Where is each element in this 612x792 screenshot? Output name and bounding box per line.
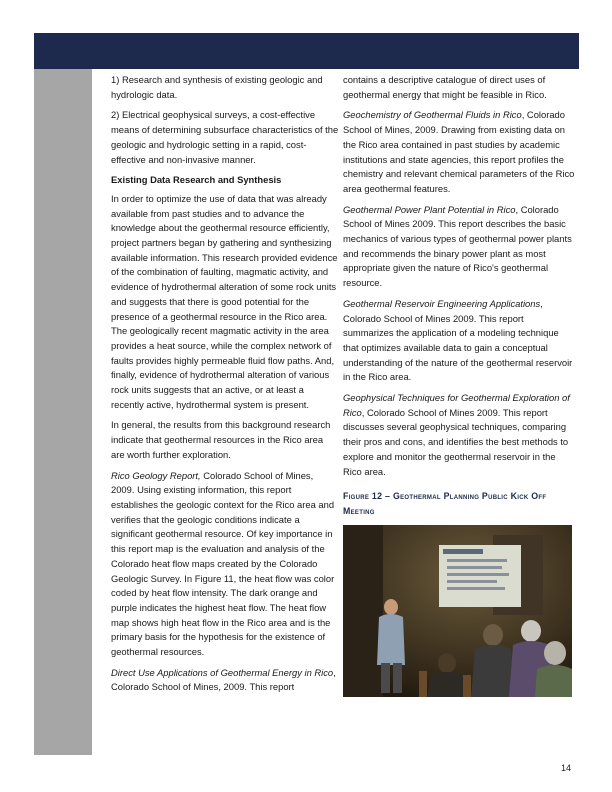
left-column [111, 73, 339, 701]
reference-title: Geochemistry of Geothermal Fluids in Rico [343, 109, 522, 121]
reference-body: , Colorado School of Mines 2009. This report describes the basic mechanics of various types of geothermal power plants and recommends the binary power plant as most appropriate given the nature of Rico's geothermal resource. [343, 203, 572, 289]
paragraph-research: 1) Research and synthesis of existing geologic and hydrologic data. [111, 74, 323, 100]
reference-title: Geothermal Reservoir Engineering Applications [343, 297, 541, 309]
audience-member [544, 641, 566, 665]
meeting-photo [343, 525, 572, 697]
reference-title: Rico Geology Report, [111, 469, 201, 481]
reference-body: , Colorado School of Mines, 2009. This report [111, 666, 336, 693]
reference-title: Geothermal Power Plant Potential in Rico [343, 203, 516, 215]
paragraph-geophysical: 2) Electrical geophysical surveys, a cost-effective means of determining subsurface characteristics of the geologic and hydrologic setting in a rapid, cost-effective and non-invasive manner. [111, 109, 339, 165]
reference-title: Direct Use Applications of Geothermal Energy in Rico [111, 666, 334, 678]
presenter [384, 599, 398, 615]
paragraph-continued: contains a descriptive catalogue of direct uses of geothermal energy that might be feasible in Rico. [343, 74, 547, 100]
audience-member [521, 620, 541, 642]
meeting-photo-graphic [343, 525, 572, 697]
audience-member [483, 624, 503, 646]
reference-geology-report [111, 469, 339, 660]
paragraph-results: In general, the results from this background research indicate that geothermal resources in the Rico area are worth further exploration. [111, 419, 331, 460]
page-number: 14 [561, 763, 572, 773]
reference-body: , Colorado School of Mines, 2009. Drawing from existing data on the Rico area contained in past studies by academic institutions and state agencies, this report profiles the chemistry and relevant chemical parameters of the Rico area geothermal features. [343, 109, 575, 194]
side-bar [34, 69, 92, 755]
reference-body: Colorado School of Mines, 2009. Using existing information, this report establishes the geologic context for the Rico area and verifies that the geologic conditions indicate a significant geothermal resource. Of key importance in this report map is the evaluation and analysis of the Colorado heat flow maps created by the Colorado Geologic Survey. In Figure 11, the heat flow was color coded by heat flow intensity. The dark orange and purple indicates the highest heat flow. The heat flow map shows high heat flow in the Rico area and is the primary basis for the hypothesis for the existence of geothermal resources. [111, 469, 335, 658]
right-column [343, 73, 575, 697]
section-heading: Existing Data Research and Synthesis [111, 174, 282, 186]
figure-caption: Figure 12 – Geothermal Planning Public Kick Off Meeting [343, 491, 547, 517]
reference-reservoir [343, 297, 575, 385]
reference-title: Geophysical Techniques for Geothermal Exploration of Rico [343, 392, 570, 418]
reference-direct-use [111, 666, 339, 695]
reference-geochemistry [343, 108, 575, 196]
reference-geophysical [343, 391, 575, 479]
reference-power-plant [343, 203, 575, 291]
header-bar [34, 33, 579, 69]
paragraph-optimize: In order to optimize the use of data that was already available from past studies and to advance the knowledge about the geothermal resource efficiently, project partners began by gathering and synthesizing available information. This research provided evidence of the combination of faulting, magmatic activity, and evidence of hydrothermal alteration of some rock units and suggests that there is good potential for the presence of a geothermal resource in the Rico area. The geologically recent magmatic activity in the area provides a heat source, while the complex network of faults provides highly permeable fluid flow paths. And, finally, evidence of hydrothermal alteration of various rock units suggests that an active, or at least a recently active, hydrothermal system is present. [111, 192, 338, 410]
reference-body: , Colorado School of Mines 2009. This report discusses several geophysical techniques, comparing their pros and cons, and identifies the best methods to explore and monitor the geothermal reservoir in the Rico area. [343, 406, 569, 477]
reference-body: , Colorado School of Mines 2009. This report summarizes the application of a modeling technique that optimizes available data to gain a conceptual understanding of the nature of the geothermal reservoir in the Rico area. [343, 297, 573, 383]
audience-member [438, 653, 456, 673]
